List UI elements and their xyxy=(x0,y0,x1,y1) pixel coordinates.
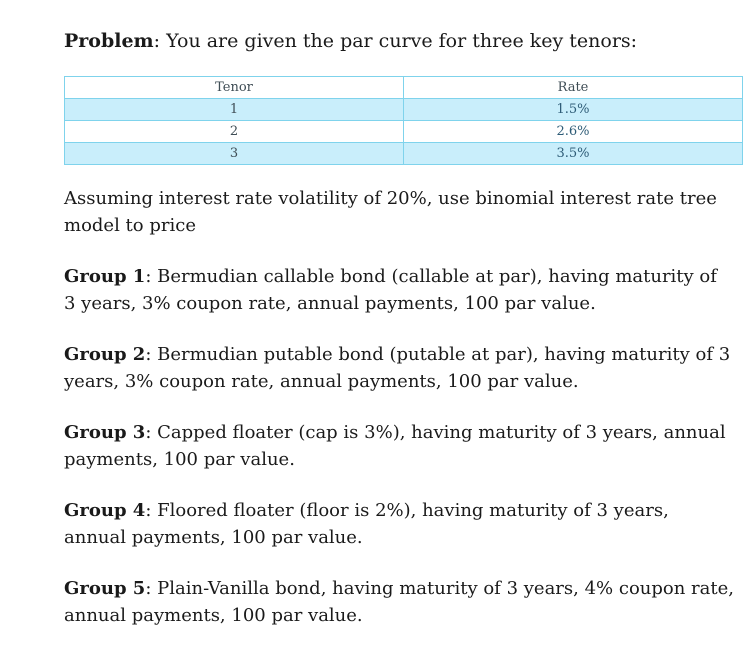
table-header-row xyxy=(65,77,743,99)
group-4-text: : Floored floater (floor is 2%), having maturity of 3 years, annual payments, 100 par value. xyxy=(64,500,669,548)
group-1-text: : Bermudian callable bond (callable at par), having maturity of 3 years, 3% coupon rate, annual payments, 100 par value. xyxy=(64,266,717,314)
tenor-cell: 2 xyxy=(65,121,404,143)
group-1-paragraph xyxy=(64,263,734,317)
rate-cell: 1.5% xyxy=(404,99,743,121)
group-2-label: Group 2 xyxy=(64,344,146,365)
group-4-paragraph xyxy=(64,497,734,551)
problem-label: Problem xyxy=(64,30,154,52)
table-row xyxy=(65,143,743,165)
par-curve-table xyxy=(64,76,743,165)
group-2-text: : Bermudian putable bond (putable at par), having maturity of 3 years, 3% coupon rate, annual payments, 100 par value. xyxy=(64,344,731,392)
table-row xyxy=(65,121,743,143)
group-4-label: Group 4 xyxy=(64,500,146,521)
rate-cell: 3.5% xyxy=(404,143,743,165)
tenor-cell: 3 xyxy=(65,143,404,165)
group-2-paragraph xyxy=(64,341,734,395)
group-3-paragraph xyxy=(64,419,734,473)
group-5-paragraph xyxy=(64,575,734,629)
rate-column-header: Rate xyxy=(404,77,743,99)
problem-statement xyxy=(64,28,734,54)
group-3-label: Group 3 xyxy=(64,422,146,443)
group-3-text: : Capped floater (cap is 3%), having maturity of 3 years, annual payments, 100 par value. xyxy=(64,422,726,470)
problem-text: : You are given the par curve for three key tenors: xyxy=(153,30,638,52)
group-1-label: Group 1 xyxy=(64,266,146,287)
rate-cell: 2.6% xyxy=(404,121,743,143)
tenor-column-header: Tenor xyxy=(65,77,404,99)
group-5-text: : Plain-Vanilla bond, having maturity of 3 years, 4% coupon rate, annual payments, 100 par value. xyxy=(64,578,734,626)
tenor-cell: 1 xyxy=(65,99,404,121)
intro-paragraph: Assuming interest rate volatility of 20%, use binomial interest rate tree model to price xyxy=(64,188,717,236)
group-5-label: Group 5 xyxy=(64,578,146,599)
document-page xyxy=(64,28,734,653)
table-row xyxy=(65,99,743,121)
